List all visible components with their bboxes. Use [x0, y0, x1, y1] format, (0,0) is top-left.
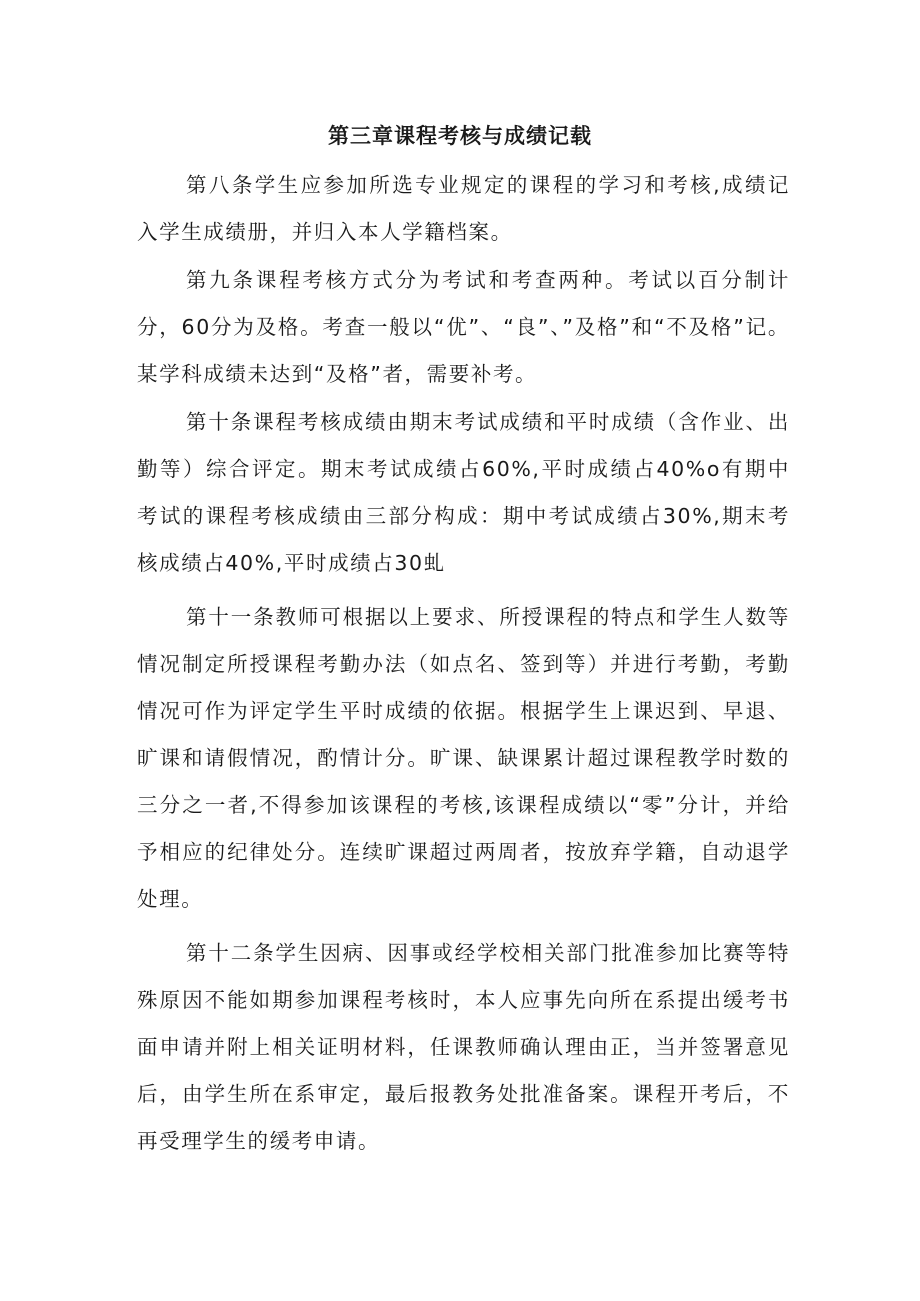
article-10: 第十条课程考核成绩由期末考试成绩和平时成绩（含作业、出勤等）综合评定。期末考试成绩占60%,平时成绩占40%o有期中考试的课程考核成绩由三部分构成：期中考试成绩占30%,期末考核成绩占40%,平时成绩占30虬	[137, 410, 790, 575]
article-8: 第八条学生应参加所选专业规定的课程的学习和考核,成绩记入学生成绩册，并归入本人学籍档案。	[137, 173, 790, 244]
chapter-title: 第三章课程考核与成绩记载	[328, 124, 592, 148]
article-9: 第九条课程考核方式分为考试和考查两种。考试以百分制计分，60分为及格。考查一般以“优”、“良”、”及格”和“不及格”记。某学科成绩未达到“及格”者，需要补考。	[137, 268, 790, 386]
article-12: 第十二条学生因病、因事或经学校相关部门批准参加比赛等特殊原因不能如期参加课程考核时，本人应事先向所在系提出缓考书面申请并附上相关证明材料，任课教师确认理由正，当并签署意见后，由学生所在系审定，最后报教务处批准备案。课程开考后，不再受理学生的缓考申请。	[137, 941, 790, 1153]
article-11: 第十一条教师可根据以上要求、所授课程的特点和学生人数等情况制定所授课程考勤办法（如点名、签到等）并进行考勤，考勤情况可作为评定学生平时成绩的依据。根据学生上课迟到、早退、旷课和请假情况，酌情计分。旷课、缺课累计超过课程教学时数的三分之一者,不得参加该课程的考核,该课程成绩以“零”分计，并给予相应的纪律处分。连续旷课超过两周者，按放弃学籍，自动退学处理。	[137, 605, 790, 911]
